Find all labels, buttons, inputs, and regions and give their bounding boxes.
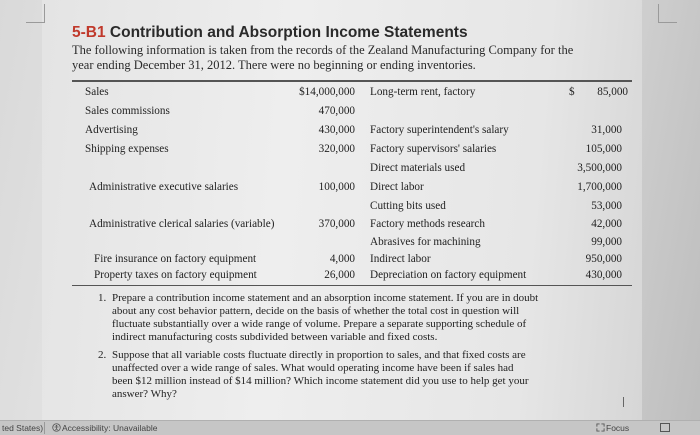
print-layout-icon[interactable]: [660, 423, 670, 432]
right-item-value: 53,000: [591, 200, 622, 212]
exercise-title-text: Contribution and Absorption Income Statements: [109, 24, 468, 41]
table-bottom-rule: [72, 285, 632, 286]
exercise-intro: The following information is taken from the records of the Zealand Manufacturing Company for the year ending December 31, 2012. There were no beginning or ending inventories.: [72, 43, 574, 72]
exercise-title: [72, 24, 468, 42]
left-item-label: Fire insurance on factory equipment: [94, 253, 257, 265]
question-line: fluctuate substantially over a wide range of volume. Prepare a separate supporting schedule of: [112, 318, 527, 330]
right-item-label: Abrasives for machining: [370, 236, 481, 248]
left-item-label: Administrative clerical salaries (variable): [89, 218, 275, 230]
question-line: Prepare a contribution income statement and an absorption income statement. If you are in doubt: [112, 292, 539, 304]
right-item-value: 950,000: [585, 253, 622, 265]
question-line: been $12 million instead of $14 million? Which income statement did you use to help get your: [112, 375, 529, 387]
right-item-value: 105,000: [585, 143, 622, 155]
right-item-label: Factory methods research: [370, 218, 485, 230]
right-item-value: 85,000: [597, 86, 628, 98]
left-item-value: 100,000: [318, 181, 355, 193]
question-line: unaffected over a wide range of sales. What would operating income have been if sales had: [112, 362, 514, 374]
right-item-value: 430,000: [585, 269, 622, 281]
left-item-value: 430,000: [318, 124, 355, 136]
right-item-value: 42,000: [591, 218, 622, 230]
right-item-value: 3,500,000: [577, 162, 622, 174]
left-item-label: Advertising: [85, 124, 138, 136]
exercise-number: 5-B1: [72, 24, 106, 41]
question-2: [98, 349, 578, 405]
right-item-value: 31,000: [591, 124, 622, 136]
page-corner-mark-right: [658, 4, 677, 23]
text-cursor: [623, 397, 624, 407]
status-bar: [0, 420, 700, 435]
question-line: indirect manufacturing costs subdivided between variable and fixed costs.: [112, 331, 438, 343]
right-item-label: Factory superintendent's salary: [370, 124, 509, 136]
right-item-label: Cutting bits used: [370, 200, 446, 212]
left-item-label: Administrative executive salaries: [89, 181, 239, 193]
accessibility-icon[interactable]: [52, 423, 61, 432]
focus-button[interactable]: Focus: [606, 423, 630, 433]
right-item-label: Long-term rent, factory: [370, 86, 476, 98]
left-item-value: 26,000: [324, 269, 355, 281]
left-item-label: Shipping expenses: [85, 143, 169, 155]
status-divider: [44, 422, 45, 434]
question-line: about any cost behavior pattern, decide on the basis of whether the total cost in question will: [112, 305, 520, 317]
left-item-label: Sales commissions: [85, 105, 170, 117]
right-item-label: Depreciation on factory equipment: [370, 269, 527, 281]
currency-symbol: $: [569, 86, 575, 98]
left-item-value: 470,000: [318, 105, 355, 117]
question-1: [98, 292, 578, 348]
question-line: Suppose that all variable costs fluctuate directly in proportion to sales, and that fixed costs are: [112, 349, 526, 361]
table-top-rule: [72, 80, 632, 82]
question-number: 2.: [98, 349, 107, 361]
right-item-value: 1,700,000: [577, 181, 622, 193]
language-indicator[interactable]: ted States): [2, 423, 44, 433]
right-item-label: Direct labor: [370, 181, 424, 193]
left-item-value: 370,000: [318, 218, 355, 230]
left-item-value: 320,000: [318, 143, 355, 155]
page-corner-mark-left: [26, 4, 45, 23]
question-text: [112, 292, 538, 344]
question-line: answer? Why?: [112, 388, 177, 400]
left-item-label: Sales: [85, 86, 109, 98]
right-item-label: Direct materials used: [370, 162, 466, 174]
right-item-label: Indirect labor: [370, 253, 431, 265]
left-item-label: Property taxes on factory equipment: [94, 269, 257, 281]
right-item-label: Factory supervisors' salaries: [370, 143, 497, 155]
question-text: [112, 349, 529, 401]
right-item-value: 99,000: [591, 236, 622, 248]
left-item-value: 4,000: [329, 253, 355, 265]
accessibility-status[interactable]: Accessibility: Unavailable: [62, 423, 158, 433]
focus-icon[interactable]: [596, 423, 605, 432]
question-number: 1.: [98, 292, 107, 304]
left-item-value: $14,000,000: [299, 86, 355, 98]
